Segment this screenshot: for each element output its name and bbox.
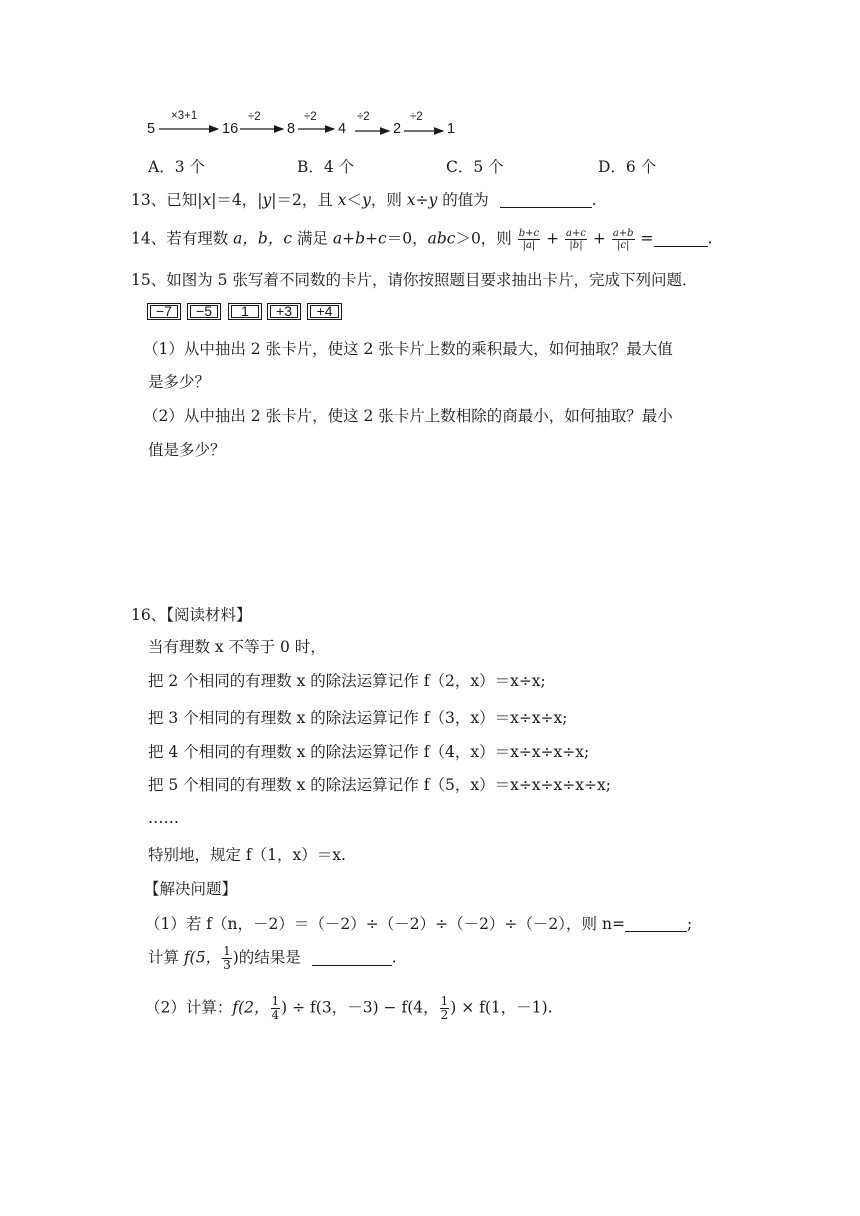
flow-arrows [0,0,860,150]
flow-node: 16 [222,121,239,137]
flow-node: 5 [147,121,156,137]
number-card: +4 [307,303,342,320]
number-card: −5 [187,303,221,320]
question-15-stem: 15、如图为 5 张写着不同数的卡片，请你按照题目要求抽出卡片，完成下列问题． [131,271,698,289]
question-16-heading: 16、【阅读材料】 [131,606,252,624]
answer-blank [625,930,687,932]
flow-operation: ×3+1 [171,110,198,122]
question-15-part2-cont: 值是多少？ [148,441,226,459]
fraction: $\frac{a+c}{|b|}$ [566,228,586,251]
answer-blank [654,245,708,247]
question-13: 13、已知|x|＝4，|y|＝2，且 x＜y，则 x÷y 的值为 . [131,191,597,209]
fraction: $\frac{1}{4}$ [271,994,280,1022]
solve-heading: 【解决问题】 [144,880,238,898]
flow-operation: ÷2 [248,111,261,123]
question-15-part1: （1）从中抽出 2 张卡片，使这 2 张卡片上数的乘积最大，如何抽取？最大值 [143,340,673,358]
number-card: +3 [267,303,301,320]
reading-line: 把 2 个相同的有理数 x 的除法运算记作 f（2，x）＝x÷x; [148,672,546,690]
reading-line: 把 5 个相同的有理数 x 的除法运算记作 f（5，x）＝x÷x÷x÷x÷x; [148,776,611,794]
flow-node: 4 [338,121,347,137]
option-b: B．4 个 [297,158,355,176]
fraction: $\frac{1}{3}$ [223,944,231,972]
question-15-part2: （2）从中抽出 2 张卡片，使这 2 张卡片上数相除的商最小，如何抽取？最小 [143,407,673,425]
flow-operation: ÷2 [357,111,370,123]
special-definition: 特别地，规定 f（1，x）＝x. [148,846,346,864]
answer-blank [500,206,592,208]
reading-line: 把 3 个相同的有理数 x 的除法运算记作 f（3，x）＝x÷x÷x; [148,709,568,727]
question-14: 14、若有理数 a，b，c 满足 a+b+c＝0，abc＞0，则 $\frac{b+c}{|a|}$ + $\frac{a+c}{|b|}$ + $\frac{a+b}{|c|}$ = . [131,228,713,251]
fraction: $\frac{a+b}{|c|}$ [612,228,634,251]
flow-operation: ÷2 [410,111,423,123]
option-a: A．3 个 [148,158,205,176]
fraction: $\frac{1}{2}$ [440,994,449,1022]
question-16-part1: （1）若 f（n，－2）＝（－2）÷（－2）÷（－2）÷（－2），则 n= ; [145,915,693,933]
flow-node: 2 [393,121,402,137]
answer-blank [312,964,392,966]
option-d: D．6 个 [598,158,657,176]
option-c: C．5 个 [446,158,504,176]
reading-line: 当有理数 x 不等于 0 时， [148,638,326,656]
flow-node: 8 [287,121,296,137]
flow-node: 1 [447,121,456,137]
number-card: 1 [228,303,262,320]
fraction: $\frac{b+c}{|a|}$ [518,228,540,251]
number-card: −7 [147,303,181,320]
question-16-calc: 计算 f(5， $\frac{1}{3}$ )的结果是 . [148,944,397,972]
flow-operation: ÷2 [304,111,317,123]
ellipsis: …… [148,809,179,827]
question-15-part1-cont: 是多少？ [148,373,211,391]
question-16-part2: （2）计算：f(2， $\frac{1}{4}$ ) ÷ f(3，－3) − f(4， $\frac{1}{2}$ ) × f(1，－1). [145,994,553,1022]
reading-line: 把 4 个相同的有理数 x 的除法运算记作 f（4，x）＝x÷x÷x÷x; [148,743,590,761]
